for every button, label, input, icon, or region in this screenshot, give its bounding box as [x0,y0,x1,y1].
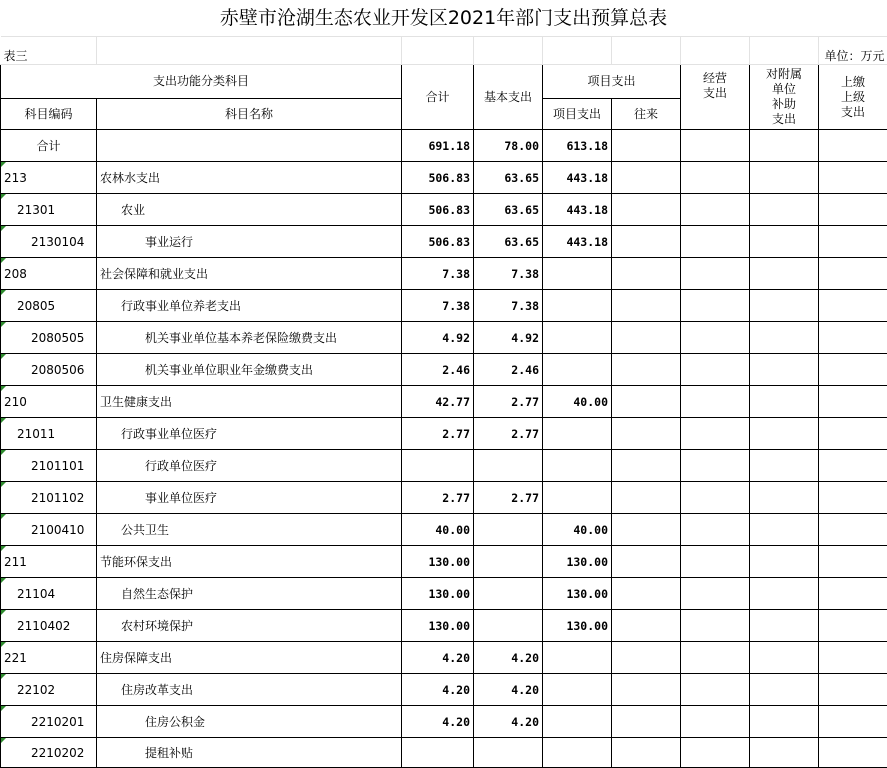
project-cell: 40.00 [543,514,612,546]
remit-cell [819,738,887,768]
remit-cell [819,514,887,546]
table-row [1,290,887,322]
unit-label: 单位：万元 [819,37,887,65]
subject-code-cell: 2210202 [1,738,97,768]
transfer-cell [612,162,681,194]
total-cell: 7.38 [402,290,474,322]
subject-name-cell: 机关事业单位职业年金缴费支出 [97,354,402,386]
business-cell [681,610,750,642]
basic-cell [474,610,543,642]
total-cell: 130.00 [402,610,474,642]
business-cell [681,450,750,482]
table-row [1,514,887,546]
table-row [1,226,887,258]
total-cell: 4.20 [402,642,474,674]
basic-cell: 2.77 [474,482,543,514]
remit-cell [819,226,887,258]
project-cell: 40.00 [543,386,612,418]
transfer-cell [612,610,681,642]
subject-code-cell: 2080505 [1,322,97,354]
remit-cell [819,482,887,514]
project-cell: 130.00 [543,610,612,642]
business-cell [681,546,750,578]
remit-cell [819,450,887,482]
subject-code-cell: 221 [1,642,97,674]
transfer-cell [612,450,681,482]
table-row [1,738,887,768]
remit-cell [819,386,887,418]
total-cell: 40.00 [402,514,474,546]
basic-cell [474,514,543,546]
project-cell [543,418,612,450]
table-row [1,194,887,226]
transfer-cell [612,738,681,768]
total-cell: 691.18 [402,130,474,162]
table-row [1,258,887,290]
business-cell [681,258,750,290]
total-cell: 4.20 [402,706,474,738]
remit-cell [819,642,887,674]
table-row [1,546,887,578]
subsidiary-cell [750,514,819,546]
subsidiary-cell [750,610,819,642]
basic-cell [474,738,543,768]
subject-code-cell: 21301 [1,194,97,226]
transfer-cell [612,290,681,322]
business-cell [681,130,750,162]
transfer-cell [612,258,681,290]
basic-cell [474,578,543,610]
transfer-cell [612,354,681,386]
remit-cell [819,610,887,642]
subsidiary-cell [750,226,819,258]
subject-code-cell: 合计 [1,130,97,162]
transfer-cell [612,514,681,546]
total-cell: 4.20 [402,674,474,706]
project-cell [543,450,612,482]
remit-cell [819,674,887,706]
subject-name-cell: 卫生健康支出 [97,386,402,418]
business-cell [681,706,750,738]
project-cell [543,674,612,706]
basic-cell: 78.00 [474,130,543,162]
basic-cell: 7.38 [474,290,543,322]
transfer-cell [612,706,681,738]
project-cell [543,482,612,514]
header-subject-code: 科目编码 [1,99,97,130]
header-total: 合计 [402,65,474,130]
subject-name-cell: 节能环保支出 [97,546,402,578]
total-cell: 42.77 [402,386,474,418]
subsidiary-cell [750,546,819,578]
header-row-1 [1,65,887,99]
table-row [1,706,887,738]
transfer-cell [612,386,681,418]
subject-name-cell: 提租补贴 [97,738,402,768]
basic-cell: 4.20 [474,642,543,674]
project-cell: 443.18 [543,162,612,194]
subject-code-cell: 2110402 [1,610,97,642]
table-row [1,418,887,450]
table-row [1,578,887,610]
subject-code-cell: 210 [1,386,97,418]
project-cell [543,706,612,738]
transfer-cell [612,226,681,258]
subject-code-cell: 2101101 [1,450,97,482]
project-cell [543,322,612,354]
table-row [1,162,887,194]
subsidiary-cell [750,706,819,738]
basic-cell: 63.65 [474,162,543,194]
remit-cell [819,130,887,162]
project-cell [543,738,612,768]
subsidiary-cell [750,258,819,290]
subject-name-cell: 社会保障和就业支出 [97,258,402,290]
header-basic: 基本支出 [474,65,543,130]
remit-cell [819,162,887,194]
subsidiary-cell [750,386,819,418]
subject-name-cell: 事业单位医疗 [97,482,402,514]
subsidiary-cell [750,130,819,162]
basic-cell: 63.65 [474,226,543,258]
subject-code-cell: 2080506 [1,354,97,386]
header-func-category: 支出功能分类科目 [1,65,402,99]
subsidiary-cell [750,290,819,322]
business-cell [681,290,750,322]
subsidiary-cell [750,738,819,768]
subject-name-cell: 农业 [97,194,402,226]
header-subject-name: 科目名称 [97,99,402,130]
subject-name-cell: 行政单位医疗 [97,450,402,482]
total-cell: 4.92 [402,322,474,354]
project-cell [543,258,612,290]
total-cell: 506.83 [402,162,474,194]
subject-name-cell: 机关事业单位基本养老保险缴费支出 [97,322,402,354]
total-cell: 506.83 [402,226,474,258]
table-label: 表三 [1,37,97,65]
subject-code-cell: 211 [1,546,97,578]
basic-cell: 2.46 [474,354,543,386]
header-business: 经营 支出 [681,65,750,130]
subsidiary-cell [750,322,819,354]
total-cell: 506.83 [402,194,474,226]
header-transfer: 往来 [612,99,681,130]
subject-name-cell: 农村环境保护 [97,610,402,642]
remit-cell [819,290,887,322]
business-cell [681,482,750,514]
transfer-cell [612,642,681,674]
basic-cell: 4.92 [474,322,543,354]
remit-cell [819,322,887,354]
transfer-cell [612,322,681,354]
table-row [1,354,887,386]
table-row [1,130,887,162]
table-row [1,386,887,418]
page-title: 赤壁市沧湖生态农业开发区2021年部门支出预算总表 [0,0,887,36]
basic-cell [474,450,543,482]
project-cell: 130.00 [543,546,612,578]
header-project-group: 项目支出 [543,65,681,99]
basic-cell: 2.77 [474,418,543,450]
subject-code-cell: 2101102 [1,482,97,514]
table-row [1,450,887,482]
subject-name-cell: 事业运行 [97,226,402,258]
business-cell [681,162,750,194]
subject-code-cell: 21011 [1,418,97,450]
subject-code-cell: 2130104 [1,226,97,258]
subject-code-cell: 213 [1,162,97,194]
subject-name-cell: 自然生态保护 [97,578,402,610]
total-cell: 2.46 [402,354,474,386]
total-cell [402,738,474,768]
subject-name-cell: 住房保障支出 [97,642,402,674]
subsidiary-cell [750,194,819,226]
header-subsidiary: 对附属 单位 补助 支出 [750,65,819,130]
header-remit: 上缴 上级 支出 [819,65,887,130]
subject-code-cell: 2210201 [1,706,97,738]
transfer-cell [612,482,681,514]
project-cell: 130.00 [543,578,612,610]
business-cell [681,386,750,418]
remit-cell [819,194,887,226]
subsidiary-cell [750,642,819,674]
business-cell [681,514,750,546]
transfer-cell [612,546,681,578]
subsidiary-cell [750,354,819,386]
project-cell [543,354,612,386]
table-row [1,482,887,514]
subject-code-cell: 21104 [1,578,97,610]
remit-cell [819,354,887,386]
remit-cell [819,578,887,610]
transfer-cell [612,578,681,610]
subsidiary-cell [750,482,819,514]
label-row [1,37,887,65]
basic-cell [474,546,543,578]
transfer-cell [612,418,681,450]
business-cell [681,194,750,226]
subsidiary-cell [750,162,819,194]
transfer-cell [612,194,681,226]
subject-code-cell: 22102 [1,674,97,706]
basic-cell: 63.65 [474,194,543,226]
project-cell: 443.18 [543,226,612,258]
subsidiary-cell [750,418,819,450]
transfer-cell [612,674,681,706]
subject-code-cell: 20805 [1,290,97,322]
project-cell [543,290,612,322]
subject-name-cell [97,130,402,162]
subject-name-cell: 农林水支出 [97,162,402,194]
subject-name-cell: 住房改革支出 [97,674,402,706]
remit-cell [819,418,887,450]
subject-name-cell: 公共卫生 [97,514,402,546]
project-cell [543,642,612,674]
business-cell [681,674,750,706]
subsidiary-cell [750,674,819,706]
business-cell [681,418,750,450]
business-cell [681,354,750,386]
table-row [1,610,887,642]
table-row [1,642,887,674]
total-cell: 2.77 [402,418,474,450]
total-cell: 7.38 [402,258,474,290]
basic-cell: 4.20 [474,706,543,738]
total-cell [402,450,474,482]
subject-name-cell: 住房公积金 [97,706,402,738]
transfer-cell [612,130,681,162]
business-cell [681,322,750,354]
business-cell [681,578,750,610]
business-cell [681,738,750,768]
basic-cell: 2.77 [474,386,543,418]
remit-cell [819,546,887,578]
subject-name-cell: 行政事业单位养老支出 [97,290,402,322]
remit-cell [819,706,887,738]
basic-cell: 4.20 [474,674,543,706]
business-cell [681,642,750,674]
subject-code-cell: 2100410 [1,514,97,546]
total-cell: 2.77 [402,482,474,514]
subsidiary-cell [750,578,819,610]
project-cell: 443.18 [543,194,612,226]
total-cell: 130.00 [402,546,474,578]
project-cell: 613.18 [543,130,612,162]
table-row [1,322,887,354]
remit-cell [819,258,887,290]
business-cell [681,226,750,258]
subject-name-cell: 行政事业单位医疗 [97,418,402,450]
header-project: 项目支出 [543,99,612,130]
subject-code-cell: 208 [1,258,97,290]
budget-table [0,36,887,768]
table-row [1,674,887,706]
basic-cell: 7.38 [474,258,543,290]
total-cell: 130.00 [402,578,474,610]
subsidiary-cell [750,450,819,482]
